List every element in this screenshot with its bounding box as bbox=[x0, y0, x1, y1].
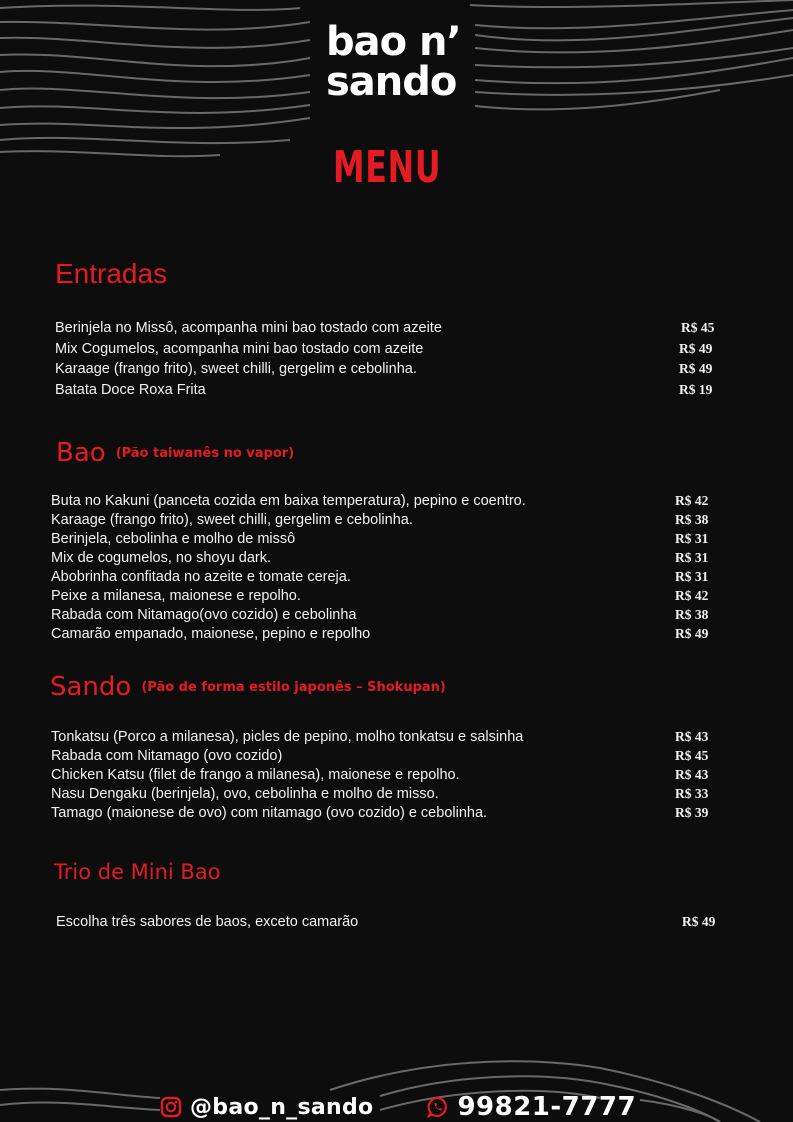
item-name: Berinjela, cebolinha e molho de missô bbox=[51, 531, 296, 547]
item-name: Nasu Dengaku (berinjela), ovo, cebolinha e molho de misso. bbox=[51, 786, 439, 802]
logo-line-1: bao n’ bbox=[326, 19, 461, 65]
item-name: Escolha três sabores de baos, exceto camarão bbox=[56, 914, 359, 930]
menu-item bbox=[0, 914, 793, 935]
menu-title: MENU bbox=[333, 142, 442, 193]
item-name: Buta no Kakuni (panceta cozida em baixa temperatura), pepino e coentro. bbox=[51, 493, 526, 509]
item-price: R$ 43 bbox=[675, 767, 709, 782]
item-name: Berinjela no Missô, acompanha mini bao tostado com azeite bbox=[55, 320, 442, 336]
menu-item bbox=[0, 626, 793, 645]
instagram-handle[interactable]: @bao_n_sando bbox=[190, 1094, 374, 1120]
item-price: R$ 49 bbox=[682, 914, 716, 929]
item-price: R$ 39 bbox=[675, 805, 709, 820]
item-name: Peixe a milanesa, maionese e repolho. bbox=[51, 588, 301, 604]
menu-item bbox=[0, 588, 793, 607]
menu-item bbox=[0, 729, 793, 748]
section-subtitle: (Pão taiwanês no vapor) bbox=[115, 446, 295, 461]
item-price: R$ 45 bbox=[675, 748, 709, 763]
item-name: Karaage (frango frito), sweet chilli, gergelim e cebolinha. bbox=[55, 361, 417, 378]
menu-item bbox=[0, 493, 793, 512]
section-title-entradas: Entradas bbox=[55, 258, 168, 289]
menu-item bbox=[0, 805, 793, 824]
section-title-trio: Trio de Mini Bao bbox=[54, 860, 221, 884]
item-name: Karaage (frango frito), sweet chilli, gergelim e cebolinha. bbox=[51, 512, 413, 528]
item-name: Rabada com Nitamago(ovo cozido) e cebolinha bbox=[51, 607, 357, 623]
menu-item bbox=[0, 382, 793, 403]
item-name: Mix de cogumelos, no shoyu dark. bbox=[51, 550, 272, 566]
logo-line-2: sando bbox=[326, 59, 457, 105]
item-price: R$ 38 bbox=[675, 512, 709, 527]
item-price: R$ 31 bbox=[675, 531, 709, 546]
whatsapp-icon[interactable] bbox=[427, 1096, 449, 1118]
menu-item bbox=[0, 550, 793, 569]
section-title-text: Sando bbox=[50, 672, 132, 702]
menu-item bbox=[0, 786, 793, 805]
item-price: R$ 33 bbox=[675, 786, 709, 801]
section-title-sando bbox=[50, 672, 446, 702]
instagram-icon[interactable] bbox=[160, 1096, 182, 1118]
item-name: Rabada com Nitamago (ovo cozido) bbox=[51, 748, 283, 764]
menu-item bbox=[0, 748, 793, 767]
menu-item bbox=[0, 341, 793, 362]
trio-list bbox=[0, 914, 793, 935]
item-price: R$ 31 bbox=[675, 569, 709, 584]
item-name: Tamago (maionese de ovo) com nitamago (ovo cozido) e cebolinha. bbox=[51, 805, 488, 821]
item-name: Abobrinha confitada no azeite e tomate cereja. bbox=[51, 569, 351, 585]
menu-item bbox=[0, 512, 793, 531]
section-title-bao bbox=[56, 438, 294, 468]
item-price: R$ 43 bbox=[675, 729, 709, 744]
section-title-text: Bao bbox=[56, 438, 106, 468]
menu-item bbox=[0, 569, 793, 588]
menu-item bbox=[0, 767, 793, 786]
item-price: R$ 42 bbox=[675, 493, 709, 508]
brand-logo bbox=[326, 19, 461, 105]
item-price: R$ 42 bbox=[675, 588, 709, 603]
item-price: R$ 49 bbox=[679, 361, 713, 377]
item-name: Mix Cogumelos, acompanha mini bao tostado com azeite bbox=[55, 340, 424, 357]
menu-item bbox=[0, 320, 793, 341]
entradas-list bbox=[0, 320, 793, 402]
menu-item bbox=[0, 531, 793, 550]
item-name: Batata Doce Roxa Frita bbox=[55, 381, 206, 398]
item-name: Chicken Katsu (filet de frango a milanesa), maionese e repolho. bbox=[51, 767, 460, 783]
item-price: R$ 49 bbox=[675, 626, 709, 641]
phone-number[interactable]: 99821-7777 bbox=[457, 1092, 637, 1122]
bao-list bbox=[0, 493, 793, 645]
item-price: R$ 38 bbox=[675, 607, 709, 622]
section-subtitle: (Pão de forma estilo japonês – Shokupan) bbox=[141, 680, 446, 695]
sando-list bbox=[0, 729, 793, 824]
item-price: R$ 19 bbox=[679, 381, 713, 397]
contact-footer bbox=[160, 1092, 636, 1122]
item-name: Tonkatsu (Porco a milanesa), picles de pepino, molho tonkatsu e salsinha bbox=[51, 729, 524, 745]
item-price: R$ 31 bbox=[675, 550, 709, 565]
item-name: Camarão empanado, maionese, pepino e repolho bbox=[51, 626, 371, 642]
menu-item bbox=[0, 361, 793, 382]
menu-item bbox=[0, 607, 793, 626]
item-price: R$ 49 bbox=[679, 340, 713, 356]
item-price: R$ 45 bbox=[681, 320, 715, 335]
